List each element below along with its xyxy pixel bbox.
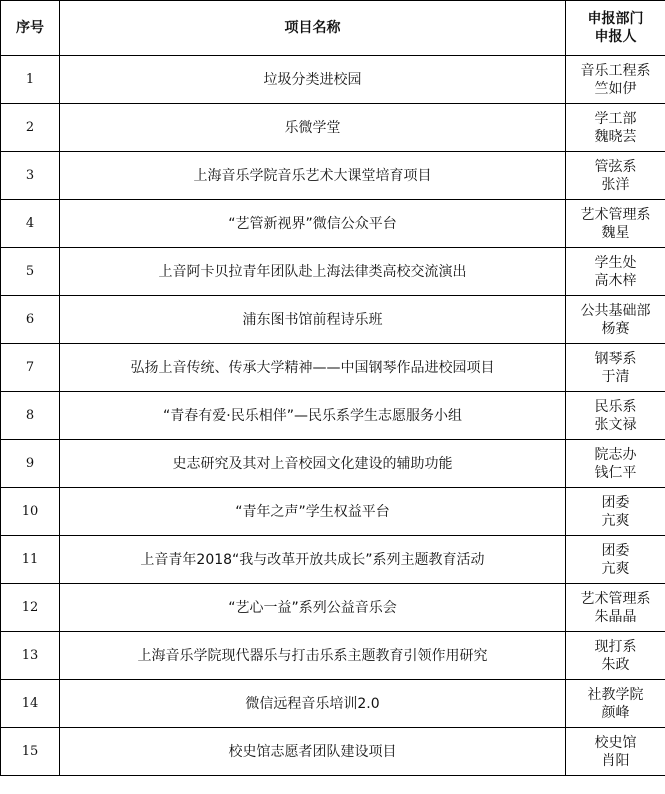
department-applicant-cell xyxy=(566,200,665,248)
table-row xyxy=(1,296,665,344)
project-name: 乐微学堂 xyxy=(60,104,566,152)
table-row xyxy=(1,248,665,296)
department: 团委 xyxy=(601,542,630,559)
row-number: 3 xyxy=(1,152,60,200)
row-number: 6 xyxy=(1,296,60,344)
department: 团委 xyxy=(601,494,630,511)
header-no: 序号 xyxy=(1,1,60,56)
department: 艺术管理系 xyxy=(580,590,651,607)
applicant: 魏晓芸 xyxy=(594,128,637,145)
project-name: 浦东图书馆前程诗乐班 xyxy=(60,296,566,344)
department: 学工部 xyxy=(594,110,637,127)
applicant: 竺如伊 xyxy=(594,80,637,97)
row-number: 14 xyxy=(1,680,60,728)
header-department-applicant xyxy=(566,1,665,56)
department-applicant-cell xyxy=(566,440,665,488)
project-name: 上音阿卡贝拉青年团队赴上海法律类高校交流演出 xyxy=(60,248,566,296)
applicant: 颜峰 xyxy=(601,704,630,721)
table-row xyxy=(1,632,665,680)
department-applicant-cell xyxy=(566,488,665,536)
table-row xyxy=(1,536,665,584)
department-applicant-cell xyxy=(566,536,665,584)
department-applicant-cell xyxy=(566,632,665,680)
project-name: 上海音乐学院音乐艺术大课堂培育项目 xyxy=(60,152,566,200)
department: 学生处 xyxy=(594,254,637,271)
department: 社教学院 xyxy=(587,686,644,703)
project-name: 校史馆志愿者团队建设项目 xyxy=(60,728,566,776)
table-row xyxy=(1,488,665,536)
row-number: 11 xyxy=(1,536,60,584)
header-applicant: 申报人 xyxy=(594,29,637,45)
department: 民乐系 xyxy=(594,398,637,415)
project-name: 垃圾分类进校园 xyxy=(60,56,566,104)
row-number: 13 xyxy=(1,632,60,680)
table-row xyxy=(1,56,665,104)
department-applicant-cell xyxy=(566,152,665,200)
department-applicant-cell xyxy=(566,248,665,296)
row-number: 5 xyxy=(1,248,60,296)
row-number: 12 xyxy=(1,584,60,632)
applicant: 肖阳 xyxy=(601,752,630,769)
department-applicant-cell xyxy=(566,56,665,104)
department: 管弦系 xyxy=(594,158,637,175)
project-name: 上音青年2018“我与改革开放共成长”系列主题教育活动 xyxy=(60,536,566,584)
applicant: 高木梓 xyxy=(594,272,637,289)
applicant: 朱晶晶 xyxy=(594,608,637,625)
department: 艺术管理系 xyxy=(580,206,651,223)
row-number: 1 xyxy=(1,56,60,104)
table-row xyxy=(1,728,665,776)
applicant: 钱仁平 xyxy=(594,464,637,481)
row-number: 15 xyxy=(1,728,60,776)
row-number: 10 xyxy=(1,488,60,536)
project-name: “艺管新视界”微信公众平台 xyxy=(60,200,566,248)
department: 公共基础部 xyxy=(580,302,651,319)
header-project-name: 项目名称 xyxy=(60,1,566,56)
department: 现打系 xyxy=(594,638,637,655)
applicant: 张洋 xyxy=(601,176,630,193)
row-number: 7 xyxy=(1,344,60,392)
department-applicant-cell xyxy=(566,296,665,344)
project-name: 史志研究及其对上音校园文化建设的辅助功能 xyxy=(60,440,566,488)
row-number: 2 xyxy=(1,104,60,152)
applicant: 于清 xyxy=(601,368,630,385)
applicant: 亢爽 xyxy=(601,512,630,529)
project-name: 弘扬上音传统、传承大学精神——中国钢琴作品进校园项目 xyxy=(60,344,566,392)
department: 校史馆 xyxy=(594,734,637,751)
applicant: 魏星 xyxy=(601,224,630,241)
row-number: 9 xyxy=(1,440,60,488)
table-row xyxy=(1,200,665,248)
row-number: 8 xyxy=(1,392,60,440)
header-department: 申报部门 xyxy=(587,11,644,27)
applicant: 张文禄 xyxy=(594,416,637,433)
header-row xyxy=(1,1,665,56)
table-row xyxy=(1,584,665,632)
project-name: “青春有爱·民乐相伴”—民乐系学生志愿服务小组 xyxy=(60,392,566,440)
project-name: “青年之声”学生权益平台 xyxy=(60,488,566,536)
applicant: 亢爽 xyxy=(601,560,630,577)
project-name: 上海音乐学院现代器乐与打击乐系主题教育引领作用研究 xyxy=(60,632,566,680)
department: 院志办 xyxy=(594,446,637,463)
table-row xyxy=(1,344,665,392)
applicant: 杨赛 xyxy=(601,320,630,337)
table-row xyxy=(1,680,665,728)
row-number: 4 xyxy=(1,200,60,248)
department-applicant-cell xyxy=(566,344,665,392)
department-applicant-cell xyxy=(566,584,665,632)
table-row xyxy=(1,104,665,152)
department-applicant-cell xyxy=(566,392,665,440)
department-applicant-cell xyxy=(566,104,665,152)
department-applicant-cell xyxy=(566,728,665,776)
department-applicant-cell xyxy=(566,680,665,728)
table-row xyxy=(1,440,665,488)
applicant: 朱政 xyxy=(601,656,630,673)
table-row xyxy=(1,152,665,200)
department: 钢琴系 xyxy=(594,350,637,367)
department: 音乐工程系 xyxy=(580,62,651,79)
project-name: “艺心一益”系列公益音乐会 xyxy=(60,584,566,632)
project-name: 微信远程音乐培训2.0 xyxy=(60,680,566,728)
table-row xyxy=(1,392,665,440)
